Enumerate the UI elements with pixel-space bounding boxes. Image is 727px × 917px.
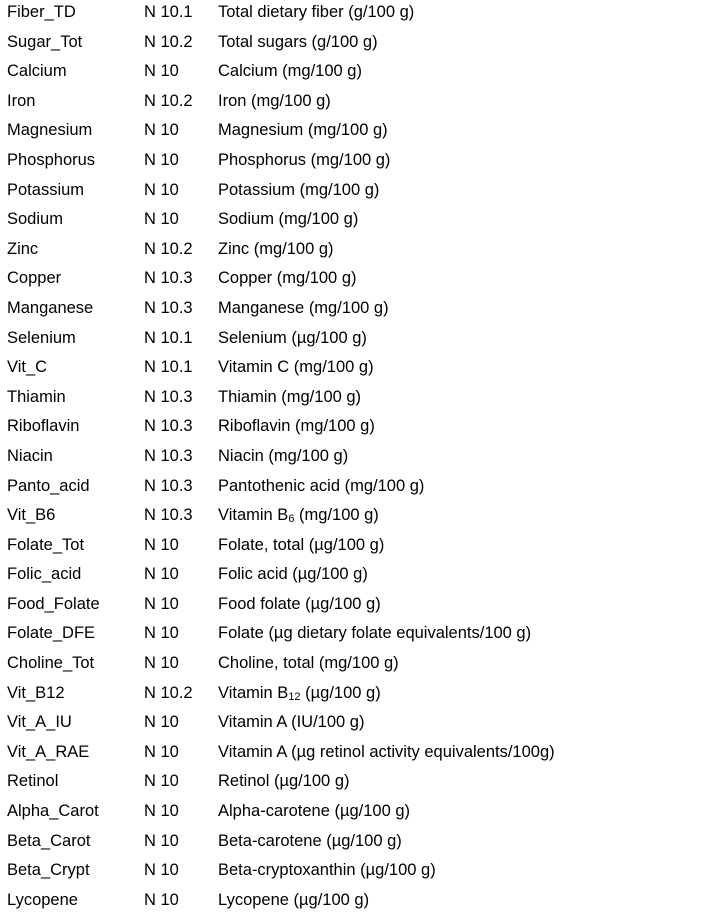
table-row <box>7 651 722 681</box>
field-name: Selenium <box>7 328 76 347</box>
description-subscript: 6 <box>288 513 295 526</box>
table-row <box>7 89 722 119</box>
field-name: Niacin <box>7 446 53 465</box>
field-name: Copper <box>7 269 62 288</box>
field-format: N 10 <box>144 772 179 791</box>
table-row <box>7 237 722 267</box>
field-format: N 10.2 <box>144 239 193 258</box>
field-format: N 10 <box>144 150 179 169</box>
table-row <box>7 178 722 208</box>
field-format: N 10 <box>144 210 179 229</box>
field-name: Vit_B6 <box>7 506 56 525</box>
field-name: Folate_DFE <box>7 624 96 643</box>
field-format: N 10 <box>144 121 179 140</box>
table-row <box>7 296 722 326</box>
table-row <box>7 858 722 888</box>
field-name: Folic_acid <box>7 565 82 584</box>
field-description: Lycopene (µg/100 g) <box>218 890 370 909</box>
field-name: Lycopene <box>7 890 78 909</box>
table-row <box>7 503 722 533</box>
field-format: N 10 <box>144 180 179 199</box>
field-name: Thiamin <box>7 387 66 406</box>
field-format: N 10 <box>144 654 179 673</box>
field-format: N 10.1 <box>144 328 193 347</box>
field-description: Copper (mg/100 g) <box>218 269 357 288</box>
field-description: Selenium (µg/100 g) <box>218 328 367 347</box>
field-description: Riboflavin (mg/100 g) <box>218 417 375 436</box>
field-description: Vitamin A (IU/100 g) <box>218 713 365 732</box>
field-format: N 10.3 <box>144 506 193 525</box>
field-description: Vitamin C (mg/100 g) <box>218 358 374 377</box>
field-format: N 10.3 <box>144 298 193 317</box>
field-description: Manganese (mg/100 g) <box>218 298 389 317</box>
field-format: N 10 <box>144 624 179 643</box>
field-format: N 10.1 <box>144 358 193 377</box>
field-name: Choline_Tot <box>7 654 95 673</box>
table-row <box>7 888 722 917</box>
field-name: Sodium <box>7 210 63 229</box>
field-name: Sugar_Tot <box>7 32 83 51</box>
field-description: Phosphorus (mg/100 g) <box>218 150 391 169</box>
table-row <box>7 355 722 385</box>
field-description: Magnesium (mg/100 g) <box>218 121 388 140</box>
field-format: N 10 <box>144 861 179 880</box>
field-format: N 10.3 <box>144 417 193 436</box>
field-format: N 10.3 <box>144 387 193 406</box>
description-text: Vitamin B <box>218 683 289 702</box>
table-row <box>7 829 722 859</box>
field-format: N 10 <box>144 802 179 821</box>
field-description: Calcium (mg/100 g) <box>218 62 362 81</box>
table-row <box>7 562 722 592</box>
field-name: Manganese <box>7 298 94 317</box>
field-description: Potassium (mg/100 g) <box>218 180 380 199</box>
field-description: Folate (µg dietary folate equivalents/100 g) <box>218 624 532 643</box>
table-row <box>7 207 722 237</box>
table-row <box>7 326 722 356</box>
table-row <box>7 681 722 711</box>
field-name: Fiber_TD <box>7 3 76 21</box>
field-format: N 10.2 <box>144 32 193 51</box>
field-format: N 10.2 <box>144 91 193 110</box>
field-format: N 10 <box>144 713 179 732</box>
field-name: Retinol <box>7 772 59 791</box>
table-row <box>7 414 722 444</box>
field-definition-table <box>7 0 722 917</box>
field-format: N 10.3 <box>144 446 193 465</box>
field-name: Food_Folate <box>7 594 100 613</box>
description-text: Vitamin B <box>218 506 289 525</box>
field-description: Food folate (µg/100 g) <box>218 594 381 613</box>
field-name: Calcium <box>7 62 67 81</box>
table-row <box>7 533 722 563</box>
field-name: Iron <box>7 91 36 110</box>
field-format: N 10.1 <box>144 3 193 21</box>
field-name: Beta_Carot <box>7 831 91 850</box>
field-description: Vitamin A (µg retinol activity equivalents/100g) <box>218 742 555 761</box>
field-description: Beta-cryptoxanthin (µg/100 g) <box>218 861 436 880</box>
field-description <box>218 681 381 707</box>
table-row <box>7 769 722 799</box>
table-row <box>7 592 722 622</box>
field-description: Sodium (mg/100 g) <box>218 210 359 229</box>
field-description: Retinol (µg/100 g) <box>218 772 350 791</box>
field-description: Zinc (mg/100 g) <box>218 239 334 258</box>
field-name: Phosphorus <box>7 150 96 169</box>
table-row <box>7 118 722 148</box>
field-format: N 10.3 <box>144 476 193 495</box>
field-description: Total sugars (g/100 g) <box>218 32 378 51</box>
field-description: Folate, total (µg/100 g) <box>218 535 385 554</box>
field-format: N 10.3 <box>144 269 193 288</box>
field-name: Zinc <box>7 239 39 258</box>
description-text: (µg/100 g) <box>300 683 381 702</box>
table-row <box>7 30 722 60</box>
field-description: Iron (mg/100 g) <box>218 91 331 110</box>
table-row <box>7 444 722 474</box>
field-format: N 10.2 <box>144 683 193 702</box>
field-name: Vit_B12 <box>7 683 65 702</box>
field-description: Total dietary fiber (g/100 g) <box>218 3 415 21</box>
field-description <box>218 503 379 529</box>
field-format: N 10 <box>144 742 179 761</box>
field-name: Alpha_Carot <box>7 802 99 821</box>
field-name: Potassium <box>7 180 85 199</box>
description-text: (mg/100 g) <box>294 506 379 525</box>
field-description: Alpha-carotene (µg/100 g) <box>218 802 411 821</box>
field-format: N 10 <box>144 565 179 584</box>
table-row <box>7 799 722 829</box>
table-row <box>7 740 722 770</box>
field-description: Thiamin (mg/100 g) <box>218 387 362 406</box>
table-row <box>7 385 722 415</box>
table-row <box>7 621 722 651</box>
table-row <box>7 0 722 30</box>
field-format: N 10 <box>144 831 179 850</box>
field-name: Panto_acid <box>7 476 90 495</box>
field-description: Folic acid (µg/100 g) <box>218 565 368 584</box>
table-row <box>7 710 722 740</box>
table-row <box>7 266 722 296</box>
field-name: Magnesium <box>7 121 93 140</box>
table-row <box>7 59 722 89</box>
field-format: N 10 <box>144 890 179 909</box>
field-format: N 10 <box>144 594 179 613</box>
field-description: Beta-carotene (µg/100 g) <box>218 831 402 850</box>
field-name: Riboflavin <box>7 417 80 436</box>
description-subscript: 12 <box>288 690 301 703</box>
field-name: Vit_A_IU <box>7 713 72 732</box>
field-name: Folate_Tot <box>7 535 85 554</box>
field-description: Niacin (mg/100 g) <box>218 446 349 465</box>
field-description: Pantothenic acid (mg/100 g) <box>218 476 425 495</box>
field-format: N 10 <box>144 62 179 81</box>
field-name: Beta_Crypt <box>7 861 90 880</box>
field-name: Vit_A_RAE <box>7 742 90 761</box>
field-name: Vit_C <box>7 358 48 377</box>
field-format: N 10 <box>144 535 179 554</box>
field-description: Choline, total (mg/100 g) <box>218 654 399 673</box>
table-row <box>7 148 722 178</box>
table-row <box>7 474 722 504</box>
